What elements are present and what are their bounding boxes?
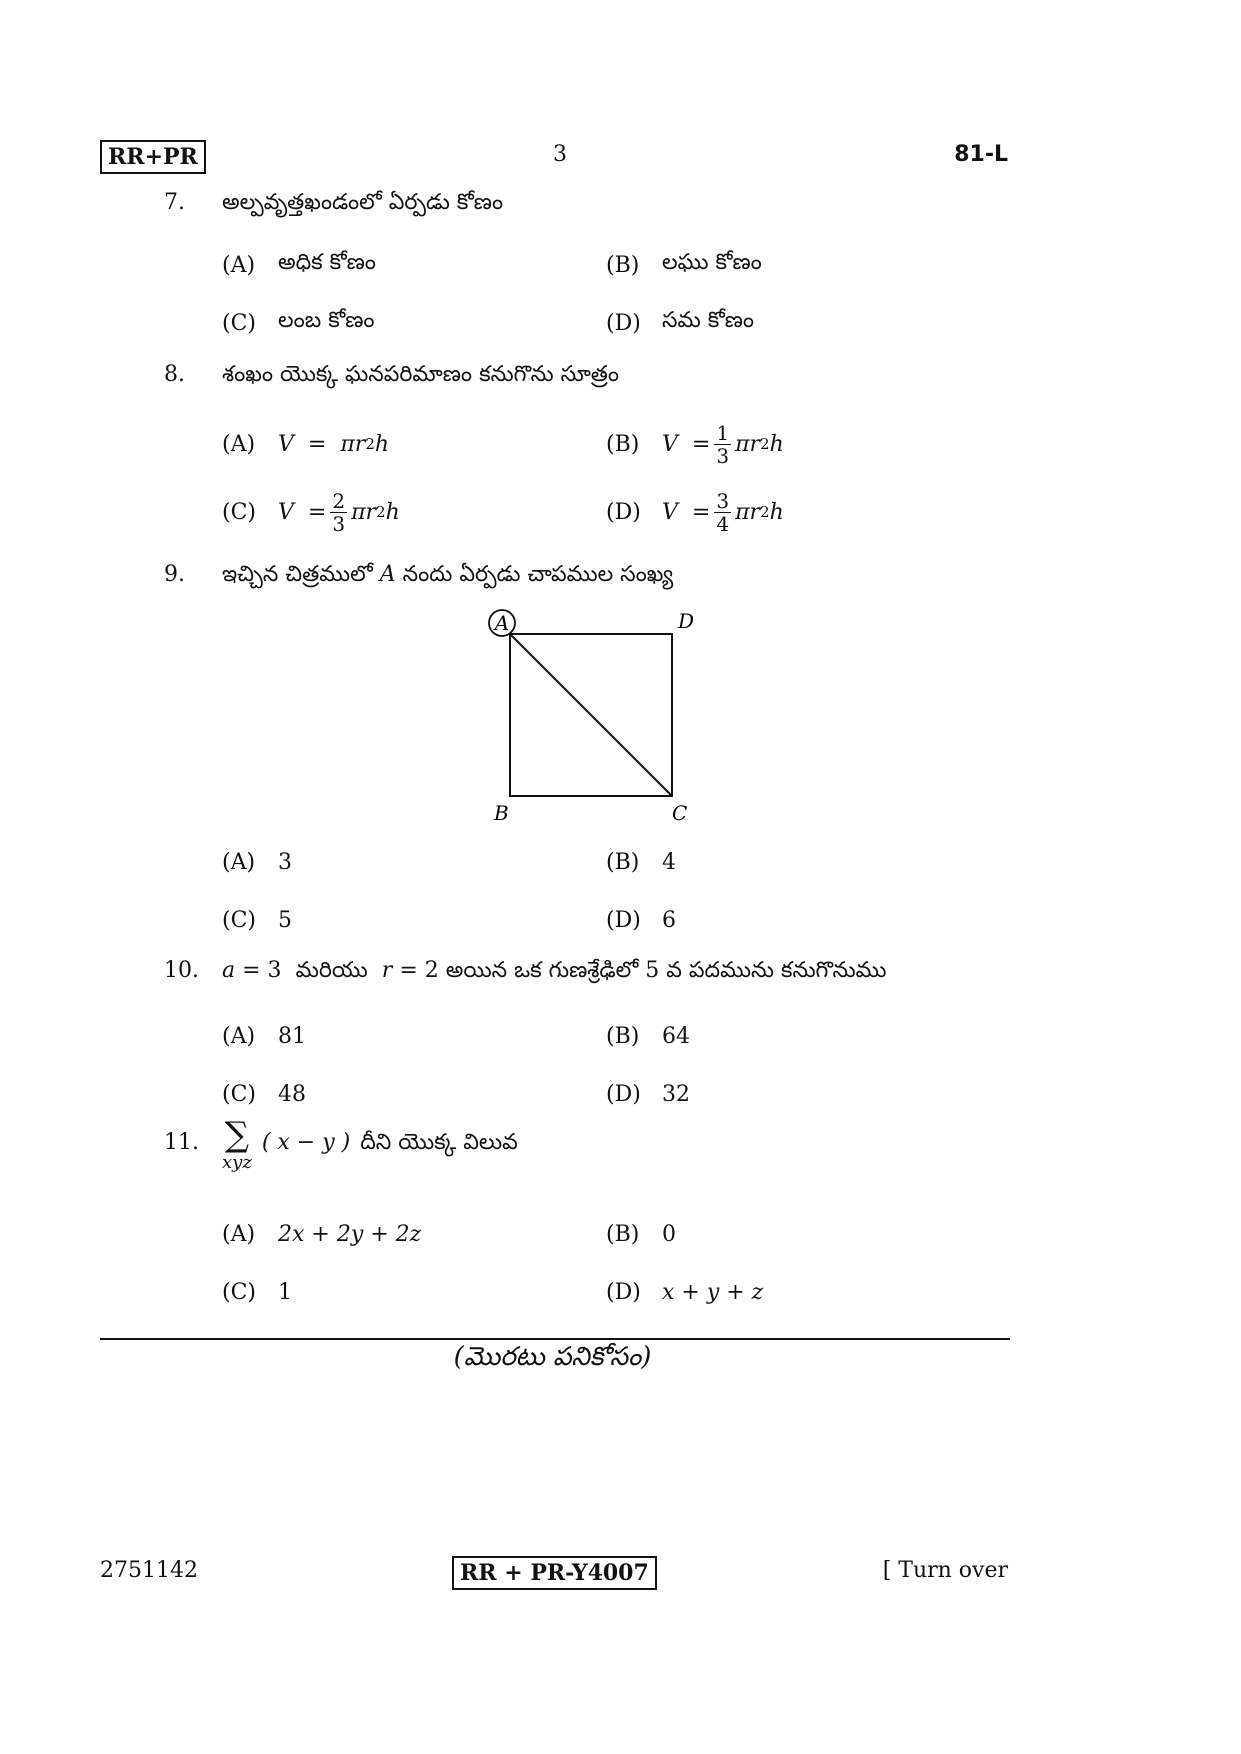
q9-option-a: (A) 3 xyxy=(222,850,292,875)
q7-text: అల్పవృత్తఖండంలో ఏర్పడు కోణం xyxy=(222,190,504,215)
q7-option-d: (D) సమ కోణం xyxy=(606,308,755,336)
q7-option-b: (B) లఘు కోణం xyxy=(606,250,762,278)
q10-option-c: (C) 48 xyxy=(222,1082,306,1107)
q11-option-d: (D) x + y + z xyxy=(606,1280,764,1305)
fraction: $\frac{2}{3}$ xyxy=(332,488,346,536)
q11-option-b: (B) 0 xyxy=(606,1222,676,1247)
q8-option-b: (B) V = $\frac{1}{3}$ πr 2 h xyxy=(606,420,784,468)
sigma-symbol: ∑ xyz xyxy=(222,1115,252,1173)
footer-code: RR + PR-Y4007 xyxy=(452,1556,657,1590)
q9-number: 9. xyxy=(164,562,185,587)
q7-option-c: (C) లంబ కోణం xyxy=(222,308,375,336)
q10-text: a = 3 మరియు r = 2 అయిన ఒక గుణశ్రేఢిలో 5 వ పదమును కనుగొనుము xyxy=(222,958,887,983)
q9-option-d: (D) 6 xyxy=(606,908,676,933)
q11-text: ∑ xyz ( x − y ) దీని యొక్క విలువ xyxy=(222,1115,518,1173)
header-tag: RR+PR xyxy=(100,140,206,174)
q9-option-b: (B) 4 xyxy=(606,850,676,875)
q8-number: 8. xyxy=(164,362,185,387)
q11-option-c: (C) 1 xyxy=(222,1280,292,1305)
q7-option-a: (A) అధిక కోణం xyxy=(222,250,376,278)
q9-text: ఇచ్చిన చిత్రములో A నందు ఏర్పడు చాపముల సంఖ్య xyxy=(222,562,674,587)
square-diagram xyxy=(480,600,710,830)
label-d: D xyxy=(678,609,695,633)
q10-option-a: (A) 81 xyxy=(222,1024,306,1049)
turn-over: [ Turn over xyxy=(882,1558,1008,1583)
page-number: 3 xyxy=(553,142,567,167)
q9-option-c: (C) 5 xyxy=(222,908,292,933)
q11-option-a: (A) 2x + 2y + 2z xyxy=(222,1222,422,1247)
q8-option-a: (A) V = πr 2 h xyxy=(222,431,390,457)
q8-option-d: (D) V = $\frac{3}{4}$ πr 2 h xyxy=(606,488,784,536)
q7-number: 7. xyxy=(164,190,185,215)
q8-text: శంఖం యొక్క ఘనపరిమాణం కనుగొను సూత్రం xyxy=(222,362,620,387)
q8-option-c: (C) V = $\frac{2}{3}$ πr 2 h xyxy=(222,488,400,536)
q10-number: 10. xyxy=(164,958,199,983)
label-b: B xyxy=(494,801,509,825)
rough-work-note: (మొరటు పనికోసం) xyxy=(453,1342,652,1372)
paper-code: 81-L xyxy=(954,142,1008,167)
fraction: $\frac{3}{4}$ xyxy=(716,488,730,536)
label-a: A xyxy=(494,611,510,635)
label-c: C xyxy=(672,801,688,825)
diagonal-ac xyxy=(510,634,672,796)
footer-serial: 2751142 xyxy=(100,1558,198,1583)
q10-option-b: (B) 64 xyxy=(606,1024,690,1049)
divider-rule xyxy=(100,1338,1010,1340)
q11-number: 11. xyxy=(164,1130,199,1155)
fraction: $\frac{1}{3}$ xyxy=(716,420,730,468)
q10-option-d: (D) 32 xyxy=(606,1082,690,1107)
